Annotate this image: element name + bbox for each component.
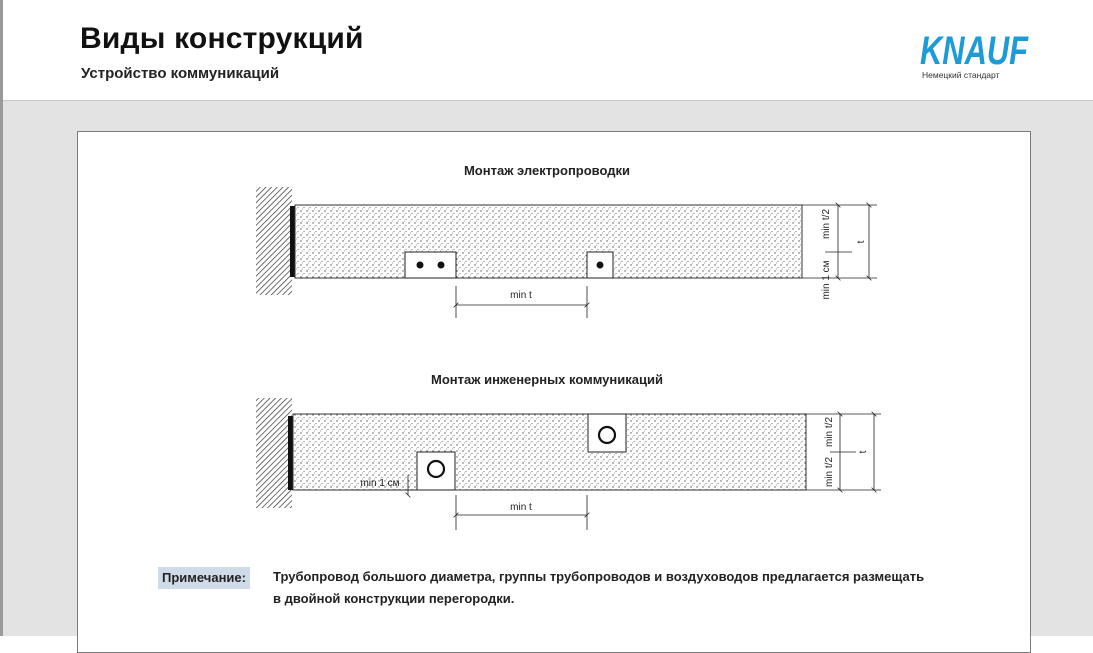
engineering-diagram-title: Монтаж инженерных коммуникаций xyxy=(431,372,663,387)
wall-hatch-2 xyxy=(256,398,292,508)
cable-box-double xyxy=(405,252,456,278)
dim-label: min t xyxy=(510,502,532,513)
dim-label: t xyxy=(858,450,869,454)
note-label: Примечание: xyxy=(158,567,250,589)
wall-board-1 xyxy=(290,206,295,277)
cable-dot xyxy=(597,262,604,269)
dim-label: min 1 см xyxy=(360,478,400,489)
dim-label: min t/2 xyxy=(824,456,835,488)
pipe-box-top xyxy=(588,414,626,452)
pipe-box-bottom xyxy=(417,452,455,490)
dim-label: min t/2 xyxy=(824,416,835,448)
cable-dot xyxy=(438,262,445,269)
dim-label: min t xyxy=(510,290,532,301)
electric-diagram-title: Монтаж электропроводки xyxy=(463,163,631,178)
wall-board-2 xyxy=(288,416,293,490)
electric-diagram xyxy=(256,187,877,318)
dim-label: t xyxy=(856,240,867,244)
logo-tagline: Немецкий стандарт xyxy=(922,70,1000,80)
cable-dot xyxy=(417,262,424,269)
page-title: Виды конструкций xyxy=(80,22,364,55)
dim-label: min 1 см xyxy=(821,260,832,300)
note-line-1: Трубопровод большого диаметра, группы трубопроводов и воздуховодов предлагается размещать xyxy=(273,569,925,584)
page-subtitle: Устройство коммуникаций xyxy=(81,65,280,82)
engineering-diagram xyxy=(256,398,881,530)
note-text xyxy=(273,566,953,610)
dim-label: min t/2 xyxy=(821,208,832,240)
note-line-2: в двойной конструкции перегородки. xyxy=(273,591,515,606)
wall-hatch-1 xyxy=(256,187,292,295)
partition-1 xyxy=(295,205,802,278)
logo-text: KNAUF xyxy=(920,29,1030,73)
